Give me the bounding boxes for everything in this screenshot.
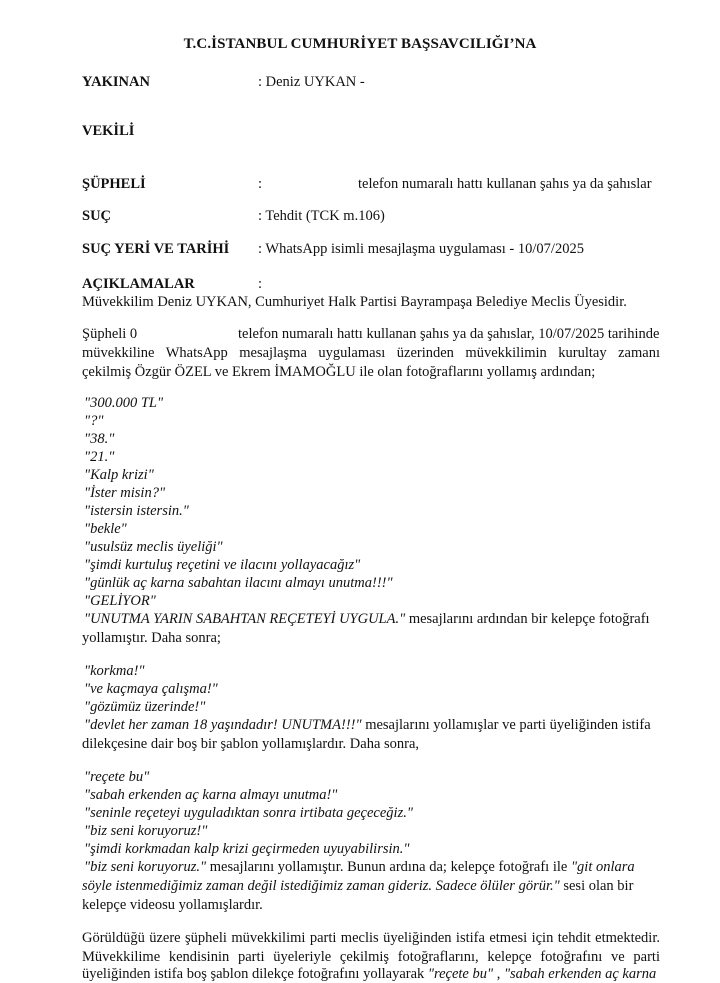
quote-2-last-italic: "devlet her zaman 18 yaşındadır! UNUTMA!!!" — [84, 717, 362, 733]
quote-line: "biz seni koruyoruz!" — [84, 823, 208, 839]
quote-line: "300.000 TL" — [84, 395, 164, 411]
paragraph-1-line-2: müvekkiline WhatsApp mesajlaşma uygulaması üzerinden müvekkilimin kurultay zamanı — [82, 345, 660, 361]
quote-line: "38." — [84, 431, 115, 447]
quote-3-l1-mid: mesajlarını yollamıştır. Bunun ardına da; kelepçe fotoğrafı ile — [206, 859, 571, 875]
quote-3-line-3: kelepçe videosu yollamışlardır. — [82, 897, 263, 913]
quote-line: "istersin istersin." — [84, 503, 189, 519]
quote-line: "sabah erkenden aç karna almayı unutma!" — [84, 787, 338, 803]
quote-3-l1-italic2: "git onlara — [570, 859, 635, 875]
quote-line: "bekle" — [84, 521, 127, 537]
paragraph-1-line-1b: telefon numaralı hattı kullanan şahıs ya da şahıslar, 10/07/2025 tarihinde — [238, 326, 660, 342]
quote-line: "günlük aç karna sabahtan ilacını almayı unutma!!!" — [84, 575, 393, 591]
suc-label: SUÇ — [82, 208, 112, 224]
quote-3-l1-italic: "biz seni koruyoruz." — [84, 859, 207, 875]
quote-1-closing-line — [84, 611, 650, 628]
final-paragraph-line-2: Müvekkilime kendisinin parti üyeleriyle çekilmiş fotoğraflarını, kelepçe fotoğrafını ve parti — [82, 949, 660, 965]
suc-yeri-label: SUÇ YERİ VE TARİHİ — [82, 241, 230, 257]
aciklamalar-label: AÇIKLAMALAR — [82, 276, 195, 292]
final-l3a: üyeliğinden istifa boş şablon dilekçe fotoğrafını yollayarak — [82, 966, 428, 982]
document-title: T.C.İSTANBUL CUMHURİYET BAŞSAVCILIĞI’NA — [183, 36, 537, 52]
suc-value: : Tehdit (TCK m.106) — [258, 208, 385, 224]
yakinan-label: YAKINAN — [82, 74, 150, 90]
quote-line: "21." — [84, 449, 115, 465]
quote-line: "ve kaçmaya çalışma!" — [84, 681, 218, 697]
paragraph-1-line-3: çekilmiş Özgür ÖZEL ve Ekrem İMAMOĞLU ile olan fotoğraflarını yollamış ardından; — [82, 364, 596, 380]
quote-line: "reçete bu" — [84, 769, 150, 785]
quote-1-last-rest: mesajlarını ardından bir kelepçe fotoğrafı — [405, 611, 650, 627]
quote-1-last-italic: "UNUTMA YARIN SABAHTAN REÇETEYİ UYGULA." — [84, 611, 406, 627]
supheli-value: telefon numaralı hattı kullanan şahıs ya da şahıslar — [358, 176, 652, 192]
final-paragraph-line-3 — [82, 966, 656, 983]
final-l3d: "sabah erkenden aç karna — [503, 966, 657, 982]
quote-1-after: yollamıştır. Daha sonra; — [82, 630, 221, 646]
supheli-label: ŞÜPHELİ — [82, 176, 146, 192]
paragraph-1-line-1a: Şüpheli 0 — [82, 326, 138, 342]
quote-line: "İster misin?" — [84, 485, 166, 501]
suc-yeri-value: : WhatsApp isimli mesajlaşma uygulaması - 10/07/2025 — [258, 241, 584, 257]
quote-line: "şimdi kurtuluş reçetini ve ilacını yollayacağız" — [84, 557, 361, 573]
quote-2-after: dilekçesine dair boş bir şablon yollamışlardır. Daha sonra, — [82, 736, 420, 752]
final-l3b: "reçete bu" — [427, 966, 494, 982]
intro-paragraph: Müvekkilim Deniz UYKAN, Cumhuriyet Halk Partisi Bayrampaşa Belediye Meclis Üyesidir. — [82, 294, 627, 310]
quote-line: "seninle reçeteyi uyguladıktan sonra irtibata geçeceğiz." — [84, 805, 413, 821]
aciklamalar-colon: : — [258, 276, 263, 292]
final-paragraph-line-1: Görüldüğü üzere şüpheli müvekkilimi parti meclis üyeliğinden istifa etmesi için tehdit etmektedir. — [82, 930, 660, 946]
quote-line: "?" — [84, 413, 104, 429]
quote-2-last-rest: mesajlarını yollamışlar ve parti üyeliğinden istifa — [361, 717, 651, 733]
vekili-label: VEKİLİ — [82, 123, 135, 139]
quote-line: "korkma!" — [84, 663, 145, 679]
quote-2-closing-line — [84, 717, 651, 734]
quote-3-line-2 — [82, 878, 633, 895]
final-l3c: , — [493, 966, 504, 982]
quote-3-l2-rest: sesi olan bir — [559, 878, 634, 894]
quote-line: "gözümüz üzerinde!" — [84, 699, 206, 715]
quote-line: "Kalp krizi" — [84, 467, 154, 483]
yakinan-value: : Deniz UYKAN - — [258, 74, 365, 90]
quote-line: "GELİYOR" — [84, 593, 156, 609]
quote-line: "şimdi korkmadan kalp krizi geçirmeden uyuyabilirsin." — [84, 841, 410, 857]
quote-3-line-1 — [84, 859, 635, 876]
supheli-colon: : — [258, 176, 263, 192]
quote-3-l2-italic: söyle istenmediğimiz zaman değil istediğimiz zaman gideriz. Sadece ölüler görür." — [82, 878, 560, 894]
quote-line: "usulsüz meclis üyeliği" — [84, 539, 223, 555]
